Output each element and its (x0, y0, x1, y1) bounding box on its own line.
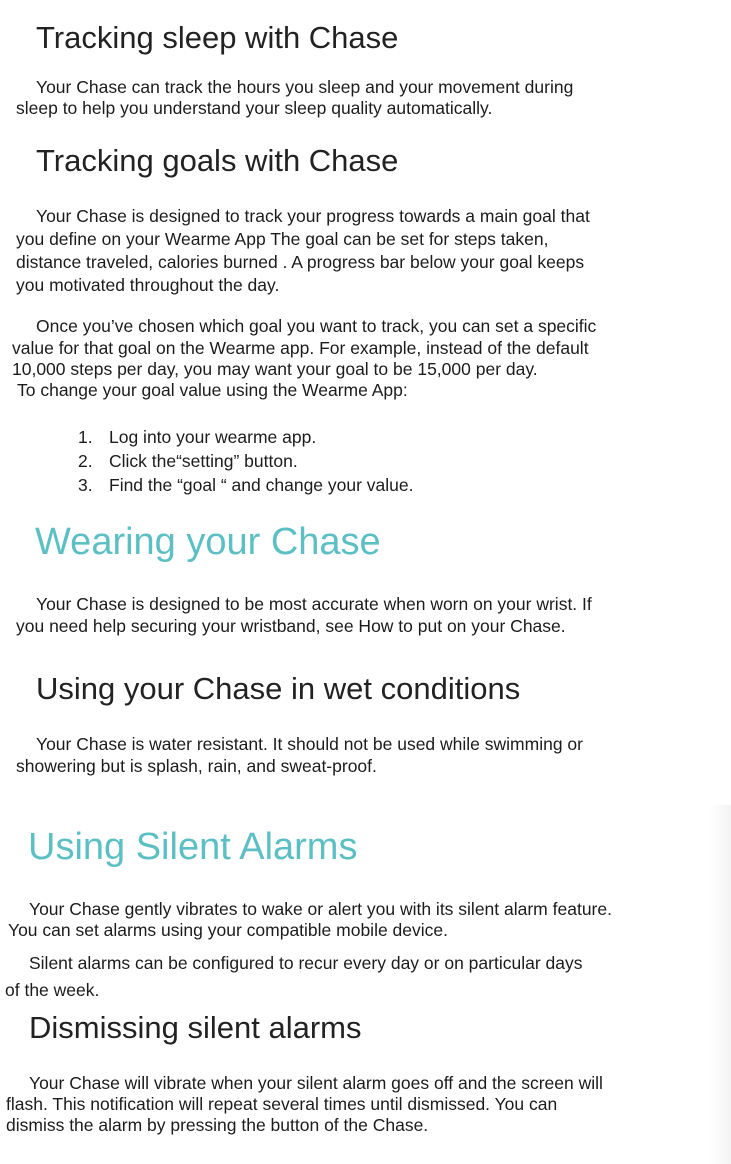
goals-para2-line-4: To change your goal value using the Wearme App: (17, 380, 408, 400)
goals-para1-line-3: distance traveled, calories burned . A progress bar below your goal keeps (16, 252, 585, 272)
heading-silent-alarms: Using Silent Alarms (28, 826, 358, 868)
heading-tracking-goals: Tracking goals with Chase (36, 143, 399, 178)
step-text: Log into your wearme app. (109, 427, 317, 447)
goals-para2-line-1: Once you’ve chosen which goal you want to track, you can set a specific (36, 316, 597, 336)
alarms-para2-line-1: Silent alarms can be configured to recur every day or on particular days (29, 953, 583, 973)
heading-wearing: Wearing your Chase (35, 521, 381, 563)
goals-para1-line-4: you motivated throughout the day. (16, 275, 280, 295)
heading-dismissing: Dismissing silent alarms (29, 1010, 362, 1045)
wearing-text-line-1: Your Chase is designed to be most accurate when worn on your wrist. If (36, 594, 592, 614)
wearing-text-line-2: you need help securing your wristband, see How to put on your Chase. (16, 616, 566, 636)
step-number: 1. (78, 427, 93, 447)
step-number: 3. (78, 475, 93, 495)
alarms-para1-line-1: Your Chase gently vibrates to wake or alert you with its silent alarm feature. (29, 899, 612, 919)
heading-wet-conditions: Using your Chase in wet conditions (36, 671, 521, 706)
goals-para1-line-2: you define on your Wearme App The goal can be set for steps taken, (16, 229, 549, 249)
alarms-para1-line-2: You can set alarms using your compatible mobile device. (8, 920, 449, 940)
step-text: Click the“setting” button. (109, 451, 298, 471)
dismiss-text-line-1: Your Chase will vibrate when your silent alarm goes off and the screen will (29, 1073, 603, 1093)
wet-text-line-1: Your Chase is water resistant. It should not be used while swimming or (36, 734, 583, 754)
goals-para2-line-3: 10,000 steps per day, you may want your goal to be 15,000 per day. (12, 359, 538, 379)
sleep-text-line-2: sleep to help you understand your sleep quality automatically. (16, 98, 493, 118)
alarms-para2-line-2: of the week. (5, 980, 100, 1000)
step-text: Find the “goal “ and change your value. (109, 475, 414, 495)
step-number: 2. (78, 451, 93, 471)
goals-para1-line-1: Your Chase is designed to track your progress towards a main goal that (36, 206, 590, 226)
sleep-text-line-1: Your Chase can track the hours you sleep and your movement during (36, 77, 574, 97)
dismiss-text-line-2: flash. This notification will repeat several times until dismissed. You can (6, 1094, 558, 1114)
dismiss-text-line-3: dismiss the alarm by pressing the button of the Chase. (6, 1115, 429, 1135)
heading-tracking-sleep: Tracking sleep with Chase (36, 20, 399, 55)
wet-text-line-2: showering but is splash, rain, and sweat-proof. (16, 756, 377, 776)
goals-para2-line-2: value for that goal on the Wearme app. For example, instead of the default (12, 338, 589, 358)
